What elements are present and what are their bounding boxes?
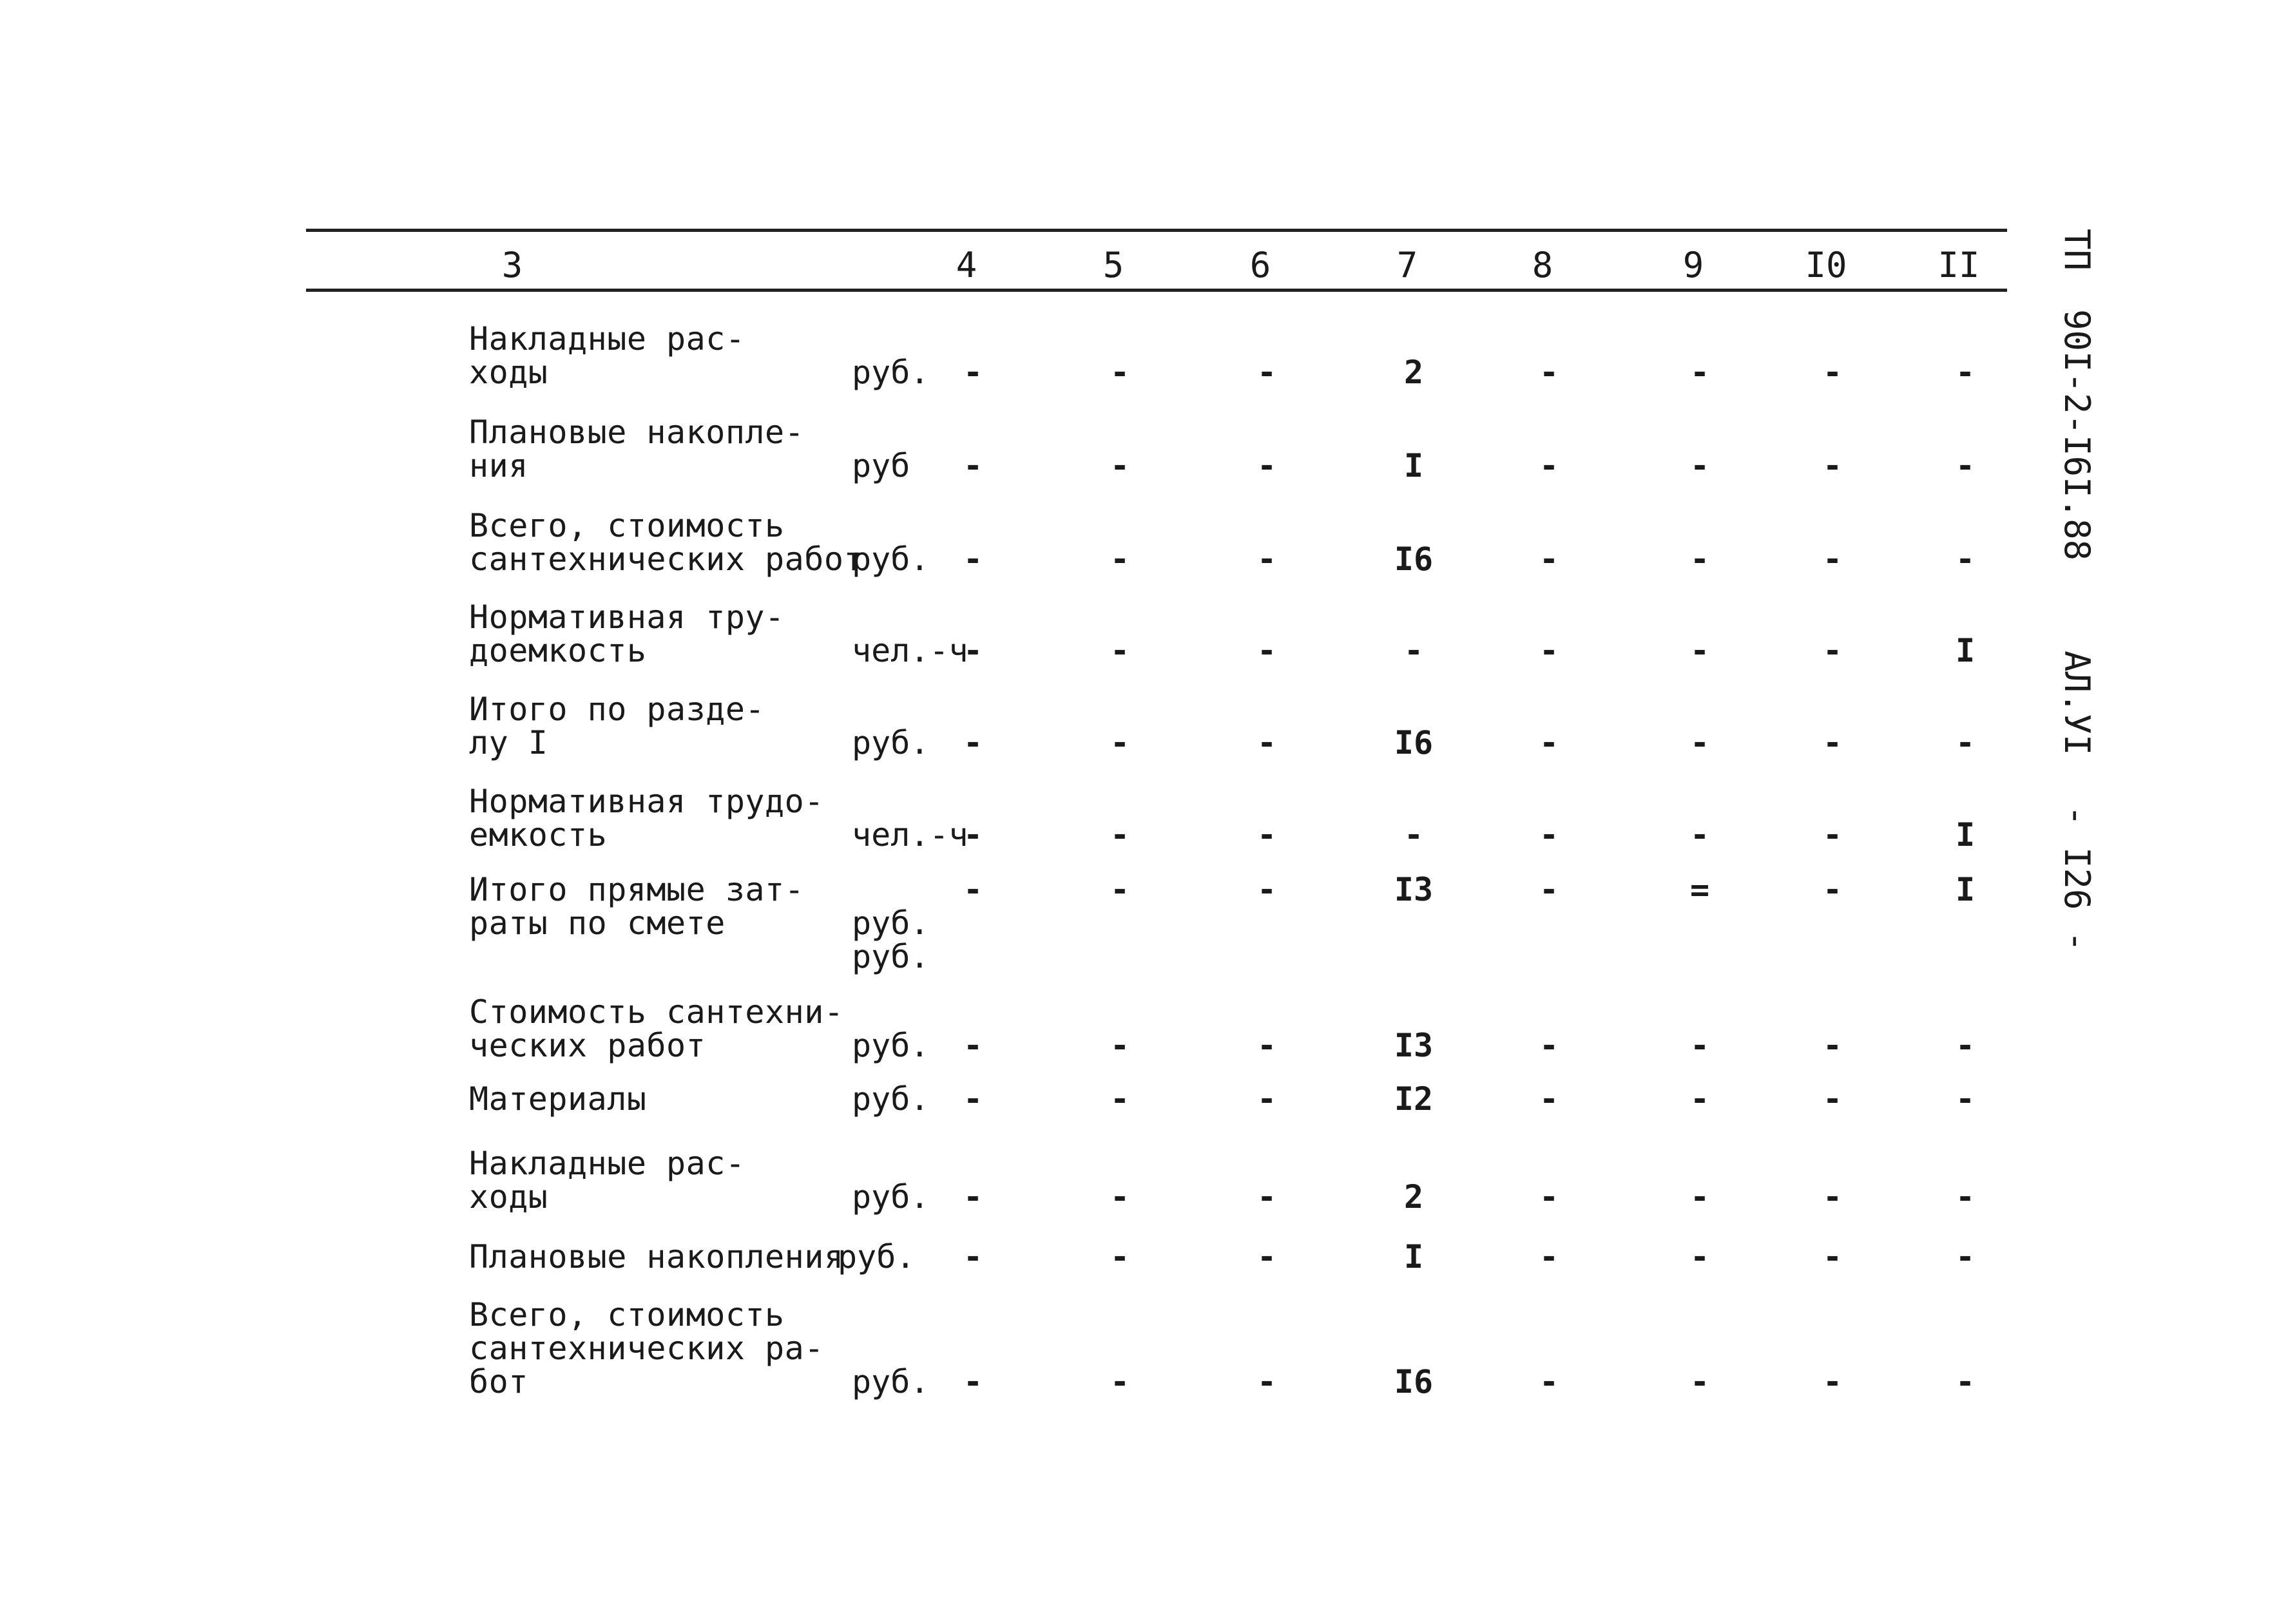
cell-col-8: - [1539,816,1559,854]
cell-col-11: - [1955,447,1976,484]
column-header-8: 8 [1532,245,1553,285]
row-unit: руб. [852,1027,930,1064]
row-label: Всего, стоимость сантехнических ра- бот [469,1296,824,1400]
cell-col-6: - [1256,540,1277,578]
row-unit: руб. [852,724,930,761]
cell-col-5: - [1110,354,1130,391]
project-code: 90I-2-I6I.88 [2057,309,2097,561]
cell-col-11: I [1955,816,1976,854]
cell-col-7: I3 [1394,1027,1434,1064]
cell-col-10: - [1822,540,1843,578]
cell-col-10: - [1822,1363,1843,1400]
cell-col-5: - [1110,1363,1130,1400]
row-label: Итого по разде- лу I [469,691,765,761]
cell-col-5: - [1110,632,1130,669]
cell-col-7: I6 [1394,540,1434,578]
cell-col-7: I [1403,447,1424,484]
cell-col-7: 2 [1403,354,1424,391]
cell-col-11: - [1955,1080,1976,1118]
cell-col-5: - [1110,1238,1130,1275]
cell-col-6: - [1256,447,1277,484]
cell-col-8: - [1539,1178,1559,1216]
cell-col-7: - [1403,816,1424,854]
cell-col-4: - [963,632,983,669]
row-unit: чел.-ч [852,632,968,669]
cell-col-5: - [1110,724,1130,761]
row-unit: руб. [852,1080,930,1118]
cell-col-8: - [1539,1080,1559,1118]
cell-col-5: - [1110,540,1130,578]
row-unit: чел.-ч [852,816,968,854]
cell-col-8: - [1539,632,1559,669]
table-top-rule [306,229,2007,232]
cell-col-6: - [1256,632,1277,669]
cell-col-5: - [1110,447,1130,484]
cell-col-10: - [1822,1178,1843,1216]
row-label: Накладные рас- ходы [469,320,745,391]
page-number: - I26 - [2057,805,2097,952]
row-label: Всего, стоимость сантехнических работ [469,507,864,578]
cell-col-4: - [963,354,983,391]
cell-col-7: - [1403,632,1424,669]
row-label: Материалы [469,1080,647,1118]
cell-col-11: - [1955,540,1976,578]
cell-col-9: - [1689,632,1710,669]
cell-col-11: - [1955,1178,1976,1216]
cell-col-11: - [1955,1363,1976,1400]
cell-col-6: - [1256,816,1277,854]
row-unit: руб [852,447,910,484]
cell-col-8: - [1539,724,1559,761]
column-header-5: 5 [1102,245,1124,285]
row-label: Стоимость сантехни- ческих работ [469,993,844,1064]
cell-col-9: - [1689,816,1710,854]
cell-col-11: - [1955,1027,1976,1064]
row-label: Нормативная тру- доемкость [469,598,785,669]
cell-col-10: - [1822,871,1843,908]
cell-col-6: - [1256,871,1277,908]
column-header-9: 9 [1682,245,1704,285]
cell-col-4: - [963,724,983,761]
cell-col-10: - [1822,354,1843,391]
cell-col-5: - [1110,1027,1130,1064]
cell-col-6: - [1256,1080,1277,1118]
column-header-3: 3 [501,245,523,285]
cell-col-4: - [963,1238,983,1275]
cell-col-10: - [1822,447,1843,484]
cell-col-5: - [1110,1178,1130,1216]
album-label: АЛ.УI [2057,651,2097,756]
row-label: Плановые накопле- ния [469,414,805,484]
row-label: Итого прямые зат- раты по смете [469,871,805,942]
cell-col-10: - [1822,1080,1843,1118]
cell-col-4: - [963,1080,983,1118]
row-label: Нормативная трудо- емкость [469,783,824,854]
cell-col-4: - [963,447,983,484]
cell-col-9: - [1689,447,1710,484]
column-header-10: I0 [1805,245,1847,285]
cell-col-9: - [1689,540,1710,578]
column-header-7: 7 [1396,245,1418,285]
cell-col-7: 2 [1403,1178,1424,1216]
cell-col-6: - [1256,724,1277,761]
cell-col-11: I [1955,632,1976,669]
cell-col-8: - [1539,447,1559,484]
cell-col-10: - [1822,1238,1843,1275]
cell-col-4: - [963,871,983,908]
row-unit: руб. [852,1363,930,1400]
cell-col-4: - [963,1027,983,1064]
row-unit: руб. [852,540,930,578]
cell-col-4: - [963,540,983,578]
cell-col-8: - [1539,354,1559,391]
cell-col-8: - [1539,1238,1559,1275]
cell-col-6: - [1256,1363,1277,1400]
cell-col-9: - [1689,354,1710,391]
cell-col-9: - [1689,1238,1710,1275]
cell-col-4: - [963,1363,983,1400]
column-header-11: II [1938,245,1980,285]
row-label: Плановые накопления [469,1238,844,1275]
cell-col-6: - [1256,1178,1277,1216]
cell-col-7: I6 [1394,724,1434,761]
row-unit: руб. [852,1178,930,1216]
cell-col-11: - [1955,724,1976,761]
cell-col-9: - [1689,1363,1710,1400]
row-label: Накладные рас- ходы [469,1145,745,1216]
cell-col-5: - [1110,1080,1130,1118]
row-unit: руб. [852,354,930,391]
table-header-rule [306,289,2007,292]
cell-col-10: - [1822,724,1843,761]
row-unit: руб. руб. [852,904,930,975]
cell-col-9: - [1689,1080,1710,1118]
cell-col-8: - [1539,1363,1559,1400]
cell-col-6: - [1256,1027,1277,1064]
cell-col-4: - [963,1178,983,1216]
cell-col-10: - [1822,816,1843,854]
cell-col-4: - [963,816,983,854]
cell-col-9: - [1689,1178,1710,1216]
cell-col-8: - [1539,1027,1559,1064]
cell-col-9: - [1689,1027,1710,1064]
cell-col-6: - [1256,354,1277,391]
column-header-6: 6 [1249,245,1271,285]
cell-col-8: - [1539,871,1559,908]
cell-col-8: - [1539,540,1559,578]
cell-col-10: - [1822,632,1843,669]
cell-col-5: - [1110,871,1130,908]
cell-col-7: I6 [1394,1363,1434,1400]
cell-col-9: - [1689,724,1710,761]
cell-col-5: - [1110,816,1130,854]
column-header-4: 4 [956,245,977,285]
cell-col-7: I [1403,1238,1424,1275]
row-unit: руб. [838,1238,916,1275]
cell-col-9: = [1689,871,1710,908]
cell-col-11: - [1955,354,1976,391]
cell-col-7: I2 [1394,1080,1434,1118]
cell-col-7: I3 [1394,871,1434,908]
cell-col-10: - [1822,1027,1843,1064]
cell-col-6: - [1256,1238,1277,1275]
cell-col-11: I [1955,871,1976,908]
cell-col-11: - [1955,1238,1976,1275]
series-code: ТП [2057,229,2097,271]
